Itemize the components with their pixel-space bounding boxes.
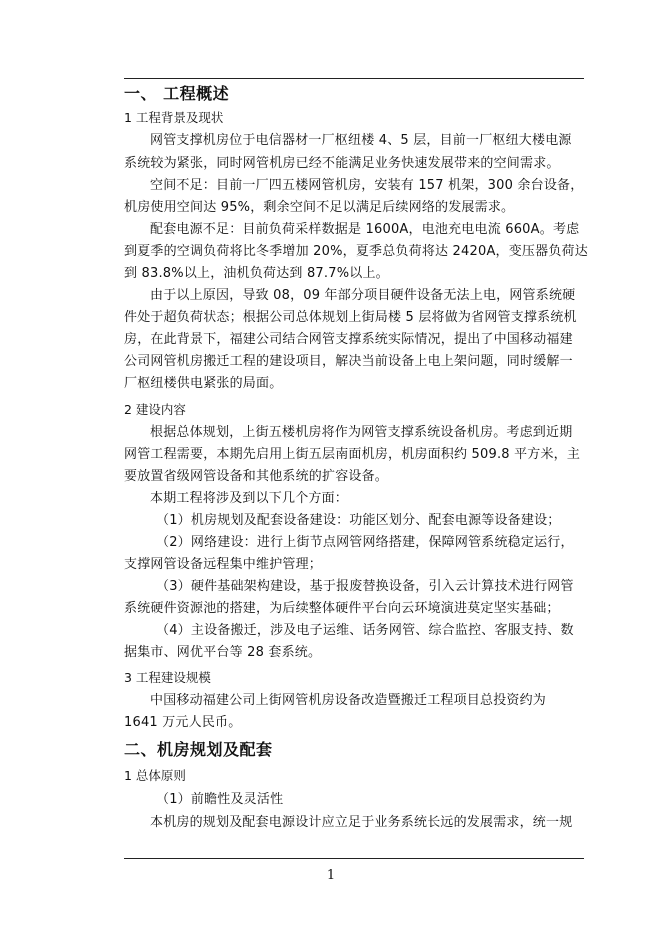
paragraph-line: 支撑网管设备远程集中维护管理； [124,557,323,572]
section-2-heading: 二、机房规划及配套 [124,740,273,759]
paragraph-line: 根据总体规划，上街五楼机房将作为网管支撑系统设备机房。考虑到近期 [150,425,573,440]
list-item: （3）硬件基础架构建设，基于报废替换设备，引入云计算技术进行网管 [156,579,574,594]
paragraph-line: 空间不足：目前一厂四五楼网管机房，安装有 157 机架，300 余台设备， [150,178,584,193]
paragraph-line: 要放置省级网管设备和其他系统的扩容设备。 [124,469,389,484]
paragraph-line: 本机房的规划及配套电源设计应立足于业务系统长远的发展需求，统一规 [150,815,573,830]
list-item: （2）网络建设：进行上街节点网管网络搭建，保障网管系统稳定运行， [156,535,574,550]
paragraph-line: 到 83.8%以上，油机负荷达到 87.7%以上。 [124,266,389,281]
paragraph-line: 1641 万元人民币。 [124,715,242,730]
paragraph-line: 网管支撑机房位于电信器材一厂枢纽楼 4、5 层，目前一厂枢纽大楼电源 [150,133,572,148]
header-rule [124,78,584,79]
subsection-1-3-heading: 3 工程建设规模 [124,670,211,685]
paragraph-line: 房，在此背景下，福建公司结合网管支撑系统实际情况，提出了中国移动福建 [124,332,573,347]
paragraph-line: 本期工程将涉及到以下几个方面： [150,491,349,506]
paragraph-line: 配套电源不足：目前负荷采样数据是 1600A，电池充电电流 660A。考虑 [150,222,580,237]
paragraph-line: 到夏季的空调负荷将比冬季增加 20%，夏季总负荷将达 2420A，变压器负荷达 [124,244,588,259]
subsection-2-1-heading: 1 总体原则 [124,768,186,783]
paragraph-line: 中国移动福建公司上街网管机房设备改造暨搬迁工程项目总投资约为 [150,693,547,708]
list-item: （4）主设备搬迁，涉及电子运维、话务网管、综合监控、客服支持、数 [156,623,574,638]
paragraph-line: 系统较为紧张，同时网管机房已经不能满足业务快速发展带来的空间需求。 [124,156,560,171]
footer-rule [124,858,584,859]
paragraph-line: 据集市、网优平台等 28 套系统。 [124,645,322,660]
subsection-1-2-heading: 2 建设内容 [124,402,186,417]
list-item: （1）前瞻性及灵活性 [156,792,284,807]
paragraph-line: 件处于超负荷状态；根据公司总体规划上街局楼 5 层将做为省网管支撑系统机 [124,310,577,325]
paragraph-line: 厂枢纽楼供电紧张的局面。 [124,376,283,391]
paragraph-line: 由于以上原因，导致 08，09 年部分项目硬件设备无法上电，网管系统硬 [150,288,576,303]
paragraph-line: 系统硬件资源池的搭建，为后续整体硬件平台向云环境演进莫定坚实基础； [124,601,560,616]
list-item: （1）机房规划及配套设备建设：功能区划分、配套电源等设备建设； [156,513,561,528]
paragraph-line: 公司网管机房搬迁工程的建设项目，解决当前设备上电上架问题，同时缓解一 [124,354,573,369]
section-1-heading: 一、 工程概述 [124,84,230,103]
paragraph-line: 机房使用空间达 95%，剩余空间不足以满足后续网络的发展需求。 [124,200,515,215]
subsection-1-1-heading: 1 工程背景及现状 [124,110,224,125]
paragraph-line: 网管工程需要，本期先启用上街五层南面机房，机房面积约 509.8 平方米，主 [124,447,581,462]
page-number: 1 [326,868,336,883]
